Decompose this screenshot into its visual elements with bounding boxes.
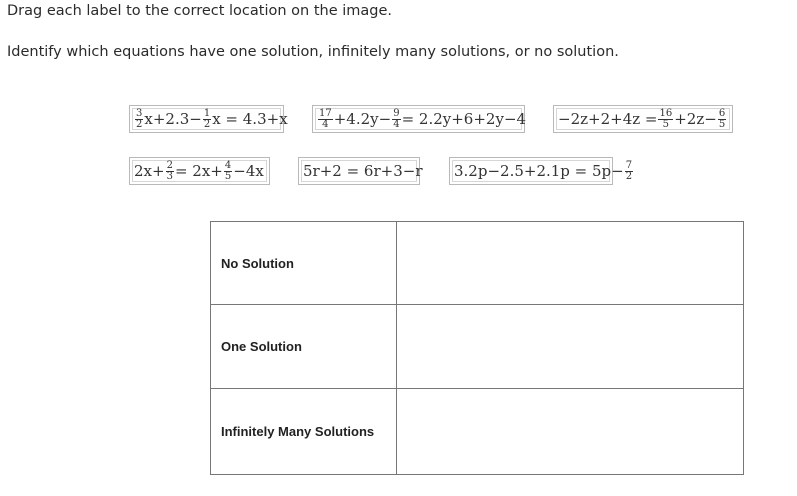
fraction [658,109,673,130]
fraction [135,109,143,130]
fraction-denominator: 5 [718,118,726,130]
category-table [210,221,744,475]
equation-text: x+2.3− [144,110,202,128]
equation-text: = 2.2y+6+2y−4 [401,110,527,128]
fraction [203,109,211,130]
fraction-numerator: 2 [166,159,173,171]
fraction-numerator: 3 [136,107,143,119]
equation-text: 3.2p−2.5+2.1p = 5p− [454,162,624,180]
instruction-identify: Identify which equations have one solution, infinitely many solutions, or no solution. [7,44,619,60]
category-row-no-solution [211,222,744,305]
category-row-infinitely-many [211,389,744,475]
fraction-numerator: 16 [659,107,673,119]
fraction-numerator: 17 [319,107,332,119]
equation-text: 2x+ [134,162,165,180]
fraction-numerator: 6 [718,107,726,119]
equation-text: −4x [233,162,264,180]
fraction-denominator: 5 [662,118,670,130]
fraction-denominator: 3 [166,170,173,182]
fraction-denominator: 2 [203,118,211,130]
equation-text: −2z+2+4z = [558,110,658,128]
fraction-denominator: 4 [393,118,400,130]
fraction [392,109,400,130]
fraction-denominator: 4 [322,118,329,130]
drop-zone-infinitely-many[interactable] [397,389,744,475]
equation-text: = 2x+ [174,162,223,180]
fraction-numerator: 9 [393,107,400,119]
equation-label-2[interactable] [312,105,525,133]
instruction-drag: Drag each label to the correct location on the image. [7,3,393,19]
category-label-infinitely-many: Infinitely Many Solutions [211,389,397,475]
equation-label-3[interactable] [553,105,733,133]
drop-zone-one-solution[interactable] [397,305,744,389]
category-row-one-solution [211,305,744,389]
category-label-one-solution: One Solution [211,305,397,389]
drop-zone-no-solution[interactable] [397,222,744,305]
fraction [318,109,333,130]
fraction [625,161,633,182]
equation-label-5[interactable] [298,157,423,185]
fraction-numerator: 4 [224,159,232,171]
fraction-numerator: 7 [625,159,633,171]
equation-text: x = 4.3+x [212,110,288,128]
category-label-no-solution: No Solution [211,222,397,305]
equation-text: +4.2y− [333,110,392,128]
equation-text: +2z− [674,110,717,128]
equation-label-4[interactable] [129,157,270,185]
equation-text: 5r+2 = 6r+3−r [303,162,423,180]
fraction-denominator: 2 [625,170,633,182]
fraction [718,109,726,130]
equation-label-1[interactable] [129,105,288,133]
fraction [166,161,174,182]
fraction-numerator: 1 [203,107,211,119]
fraction-denominator: 2 [136,118,143,130]
equation-label-6[interactable] [449,157,633,185]
fraction-denominator: 5 [224,170,232,182]
fraction [224,161,232,182]
